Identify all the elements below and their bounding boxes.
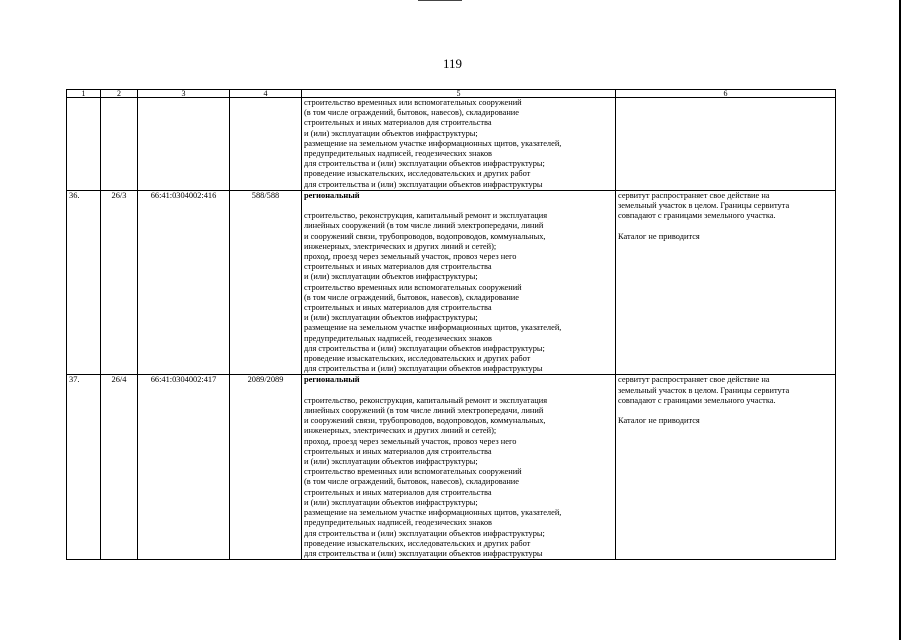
description-line: строительных и иных материалов для строительства [304, 118, 492, 128]
row-number: 36. [67, 190, 101, 375]
description-line: размещение на земельном участке информационных щитов, указателей, [304, 323, 562, 333]
description-line: строительных и иных материалов для строительства [304, 303, 492, 313]
description-line: для строительства и (или) эксплуатации объектов инфраструктуры; [304, 528, 545, 538]
description-line: для строительства и (или) эксплуатации объектов инфраструктуры [304, 364, 543, 374]
table-header-row [67, 90, 836, 98]
description-line: инженерных, электрических и других линий и сетей); [304, 241, 497, 251]
description-line: размещение на земельном участке информационных щитов, указателей, [304, 138, 562, 148]
description-line: и (или) эксплуатации объектов инфраструктуры; [304, 313, 478, 323]
area-value: 588/588 [230, 190, 302, 375]
level-label: региональный [304, 190, 360, 200]
description-line: для строительства и (или) эксплуатации объектов инфраструктуры [304, 179, 543, 189]
description-line: (в том числе ограждений, бытовок, навесов), складирование [304, 477, 520, 487]
description-line: линейных сооружений (в том числе линий электропередачи, линий [304, 221, 544, 231]
scan-frame-right-edge [899, 0, 901, 640]
description-line: (в том числе ограждений, бытовок, навесов), складирование [304, 108, 520, 118]
table-row [67, 375, 836, 560]
catalog-note: Каталог не приводится [618, 416, 700, 426]
description-line: проведение изыскательских, исследовательских и других работ [304, 169, 531, 179]
description-line: строительство временных или вспомогательных сооружений [304, 98, 522, 107]
servitude-table [66, 89, 836, 560]
description-cell [302, 375, 616, 560]
description-line: и (или) эксплуатации объектов инфраструктуры; [304, 272, 478, 282]
description-line: проход, проезд через земельный участок, провоз через него [304, 252, 517, 262]
description-line: строительство, реконструкция, капитальный ремонт и эксплуатация [304, 211, 548, 221]
description-line: строительство, реконструкция, капитальный ремонт и эксплуатация [304, 395, 548, 405]
description-cell [302, 190, 616, 375]
column-header: 4 [230, 90, 302, 98]
column-header: 6 [616, 90, 836, 98]
description-line: строительных и иных материалов для строительства [304, 487, 492, 497]
table-row [67, 190, 836, 375]
column-header: 3 [138, 90, 230, 98]
spacer [618, 406, 833, 416]
description-line: строительство временных или вспомогательных сооружений [304, 467, 522, 477]
description-line: и (или) эксплуатации объектов инфраструктуры; [304, 497, 478, 507]
description-line: проведение изыскательских, исследовательских и других работ [304, 538, 531, 548]
description-line: строительных и иных материалов для строительства [304, 446, 492, 456]
description-line: и (или) эксплуатации объектов инфраструктуры; [304, 128, 478, 138]
catalog-note: Каталог не приводится [618, 231, 700, 241]
row-code: 26/4 [101, 375, 138, 560]
note-line: совпадают с границами земельного участка. [618, 211, 776, 221]
note-line: земельный участок в целом. Границы сервитута [618, 385, 790, 395]
description-line: проход, проезд через земельный участок, провоз через него [304, 436, 517, 446]
column-header: 1 [67, 90, 101, 98]
description-line: предупредительных надписей, геодезических знаков [304, 333, 492, 343]
description-line: для строительства и (или) эксплуатации объектов инфраструктуры; [304, 343, 545, 353]
note-line: совпадают с границами земельного участка. [618, 395, 776, 405]
empty-cell [101, 98, 138, 191]
spacer [618, 221, 833, 231]
spacer [304, 386, 613, 396]
page-number: 119 [442, 56, 463, 71]
note-line: земельный участок в целом. Границы сервитута [618, 201, 790, 211]
column-header: 2 [101, 90, 138, 98]
description-line: для строительства и (или) эксплуатации объектов инфраструктуры; [304, 159, 545, 169]
description-line: (в том числе ограждений, бытовок, навесов), складирование [304, 292, 520, 302]
note-cell [616, 98, 836, 191]
description-line: предупредительных надписей, геодезических знаков [304, 149, 492, 159]
row-code: 26/3 [101, 190, 138, 375]
note-line: сервитут распространяет свое действие на [618, 190, 770, 200]
empty-cell [67, 98, 101, 191]
area-value: 2089/2089 [230, 375, 302, 560]
description-line: и (или) эксплуатации объектов инфраструктуры; [304, 457, 478, 467]
scan-frame-top-mark [418, 0, 462, 1]
empty-cell [230, 98, 302, 191]
description-line: инженерных, электрических и других линий и сетей); [304, 426, 497, 436]
description-line: для строительства и (или) эксплуатации объектов инфраструктуры [304, 548, 543, 558]
empty-cell [138, 98, 230, 191]
column-header: 5 [302, 90, 616, 98]
level-label: региональный [304, 375, 360, 385]
note-line: сервитут распространяет свое действие на [618, 375, 770, 385]
note-cell [616, 375, 836, 560]
description-line: и сооружений связи, трубопроводов, водопроводов, коммунальных, [304, 231, 546, 241]
spacer [304, 201, 613, 211]
description-line: строительство временных или вспомогательных сооружений [304, 282, 522, 292]
description-line: строительных и иных материалов для строительства [304, 262, 492, 272]
cadastral-number: 66:41:0304002:416 [138, 190, 230, 375]
description-line: размещение на земельном участке информационных щитов, указателей, [304, 508, 562, 518]
description-line: и сооружений связи, трубопроводов, водопроводов, коммунальных, [304, 416, 546, 426]
description-line: предупредительных надписей, геодезических знаков [304, 518, 492, 528]
description-line: линейных сооружений (в том числе линий электропередачи, линий [304, 406, 544, 416]
cadastral-number: 66:41:0304002:417 [138, 375, 230, 560]
description-cell [302, 98, 616, 191]
description-line: проведение изыскательских, исследовательских и других работ [304, 354, 531, 364]
table-row-continuation [67, 98, 836, 191]
row-number: 37. [67, 375, 101, 560]
note-cell [616, 190, 836, 375]
